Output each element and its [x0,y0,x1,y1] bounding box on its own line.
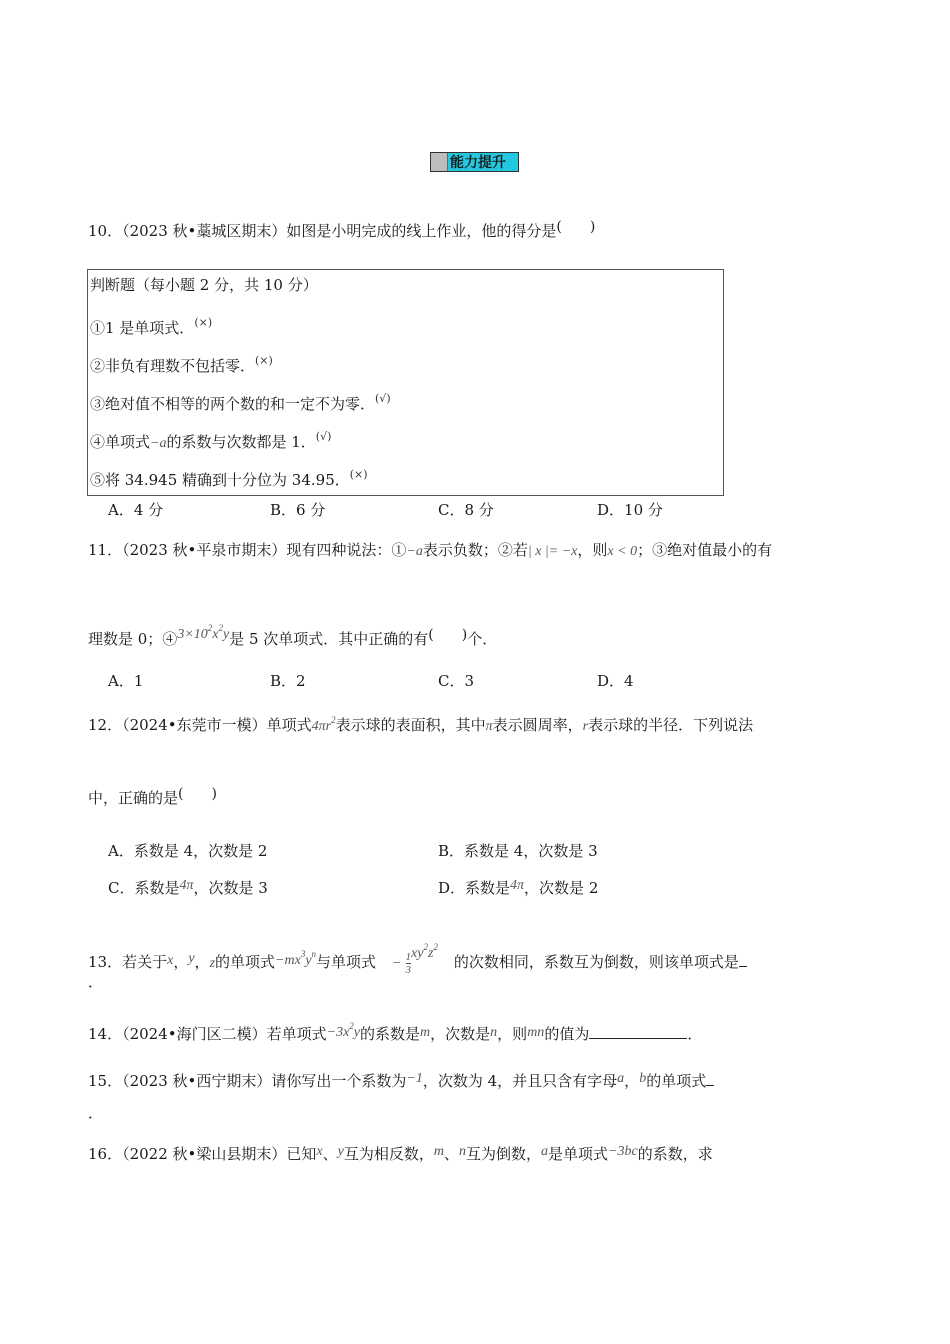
q15-line1: 15．（2023 秋•西宁期末）请你写出一个系数为−1，次数为 4，并且只含有字母a，b的单项式 [88,1069,714,1091]
section-marker-icon [431,153,448,171]
q10-option-d: D．10 分 [597,501,663,519]
homework-box [87,269,724,496]
q11-line1: 11．（2023 秋•平泉市期末）现有四种说法：①−a表示负数；②若| x |= −x，则x < 0；③绝对值最小的有 [88,541,773,559]
q10-option-b: B．6 分 [270,501,326,519]
q14-answer-blank[interactable] [589,1024,687,1039]
box-item-3: ③绝对值不相等的两个数的和一定不为零．(√) [90,392,391,413]
section-title: 能力提升 [450,155,506,171]
q16-line1: 16．（2022 秋•梁山县期末）已知x、y互为相反数，m、n互为倒数，a是单项式−3bc的系数，求 [88,1144,713,1163]
box-item-1: ①1 是单项式．(×) [90,316,213,337]
q13-line1: 13．若关于x，y，z的单项式$-mx^3y^n$与单项式 − $\frac{1}{3}$ $xy^2z^2$的次数相同，系数互为倒数，则该单项式是 [88,937,747,976]
q13-tail: ． [88,973,104,991]
fraction: $\frac{1}{3}$ [405,950,411,976]
q11-option-b: B．2 [270,672,306,690]
q12-line2: 中，正确的是( ) [88,786,217,807]
q11-option-a: A．1 [108,672,144,690]
q11-line2: 理数是 0；$④3\times 10^2x^2y$是 5 次单项式．其中正确的有( )个． [88,623,498,648]
q10-stem: 10．（2023 秋•藁城区期末）如图是小明完成的线上作业，他的得分是( ) [88,219,596,240]
q15-tail: ． [88,1104,104,1122]
q13-answer-blank[interactable] [739,952,747,967]
box-item-2: ②非负有理数不包括零．(×) [90,354,273,375]
section-header [430,152,519,172]
box-item-4: ④单项式−a的系数与次数都是 1．(√) [90,430,332,451]
q14-line: 14．（2024•海门区二模）若单项式$-3x^2y$的系数是m，次数是n，则mn的值为 ． [88,1021,703,1043]
q10-option-c: C．8 分 [438,501,494,519]
box-item-5: ⑤将 34.945 精确到十分位为 34.95．(×) [90,468,368,489]
q12-option-c: C．系数是4π，次数是 3 [108,878,268,897]
q11-option-c: C．3 [438,672,475,690]
q12-option-d: D．系数是4π，次数是 2 [438,878,599,897]
q15-answer-blank[interactable] [706,1071,714,1086]
q12-option-a: A．系数是 4，次数是 2 [108,842,268,860]
q12-line1: 12．（2024•东莞市一模）单项式$4\pi r^2$表示球的表面积，其中π表示圆周率，r表示球的半径．下列说法 [88,715,754,734]
q10-option-a: A．4 分 [108,501,164,519]
q11-option-d: D．4 [597,672,634,690]
box-title: 判断题（每小题 2 分，共 10 分） [90,276,318,294]
q12-option-b: B．系数是 4，次数是 3 [438,842,598,860]
